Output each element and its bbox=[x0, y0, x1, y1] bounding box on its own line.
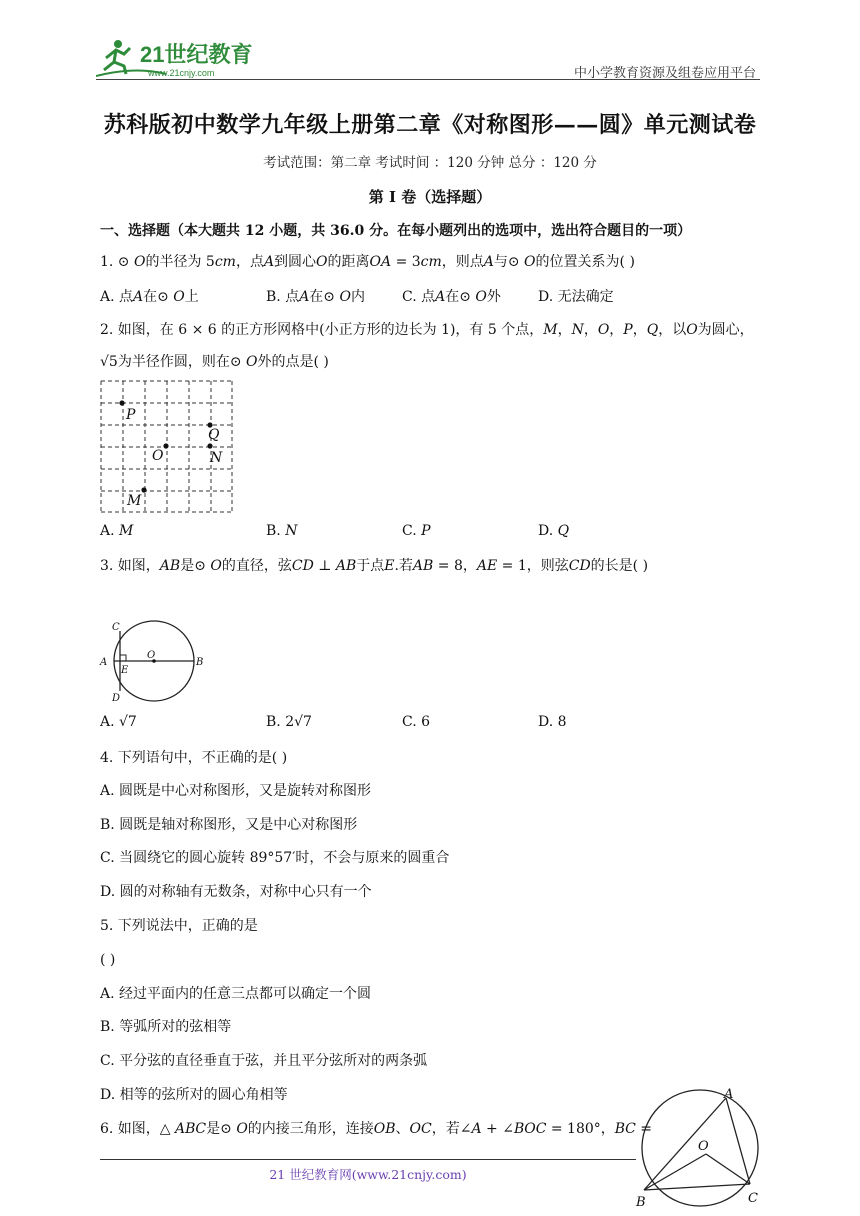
option-c: C. 𝑃 bbox=[402, 523, 431, 539]
label-a: A bbox=[724, 1087, 734, 1102]
footer-divider bbox=[100, 1159, 636, 1160]
question-3-stem: 3. 如图，𝐴𝐵是⊙ 𝑂的直径，弦𝐶𝐷 ⊥ 𝐴𝐵于点𝐸.若𝐴𝐵 = 8，𝐴𝐸 = 1，则弦𝐶𝐷的长是( ) bbox=[100, 558, 649, 574]
question-5-option-d: D. 相等的弦所对的圆心角相等 bbox=[100, 1087, 288, 1103]
option-a: A. √7 bbox=[100, 714, 137, 730]
question-3-options bbox=[100, 714, 700, 736]
label-o: O bbox=[147, 650, 156, 661]
footer-text[interactable]: 21 世纪教育网(www.21cnjy.com) bbox=[269, 1167, 467, 1182]
option-d: D. 8 bbox=[538, 714, 567, 730]
logo-runner-icon bbox=[96, 36, 266, 80]
label-m: M bbox=[127, 493, 142, 509]
label-c: C bbox=[112, 622, 120, 633]
point-n bbox=[207, 443, 212, 448]
header-platform-text: 中小学教育资源及组卷应用平台 bbox=[573, 66, 756, 81]
option-b: B. 𝑁 bbox=[266, 523, 298, 539]
question-2-stem-line1: 2. 如图，在 6 × 6 的正方形网格中(小正方形的边长为 1)，有 5 个点，𝑀，𝑁，𝑂，𝑃，𝑄，以𝑂为圆心， bbox=[100, 322, 754, 338]
question-4-option-c: C. 当圆绕它的圆心旋转 89°57′时，不会与原来的圆重合 bbox=[100, 850, 450, 866]
exam-info: 考试范围：第二章 考试时间 ：120 分钟 总分 ：120 分 bbox=[263, 155, 597, 171]
question-2-stem-line2: √5为半径作圆，则在⊙ 𝑂外的点是( ) bbox=[100, 354, 329, 370]
question-5-option-c: C. 平分弦的直径垂直于弦，并且平分弦所对的两条弧 bbox=[100, 1053, 428, 1069]
label-a: A bbox=[100, 657, 108, 668]
option-c: C. 6 bbox=[402, 714, 431, 730]
option-b: B. 2√7 bbox=[266, 714, 312, 730]
question-4-option-a: A. 圆既是中心对称图形，又是旋转对称图形 bbox=[100, 783, 372, 799]
circle-chord-figure bbox=[96, 617, 210, 705]
question-5-stem: 5. 下列说法中，正确的是 bbox=[100, 918, 258, 934]
label-n: N bbox=[210, 450, 223, 466]
label-o: O bbox=[152, 448, 164, 464]
label-b: B bbox=[636, 1195, 646, 1210]
label-p: P bbox=[126, 407, 136, 423]
option-c: C. 点𝐴在⊙ 𝑂外 bbox=[402, 289, 501, 305]
inscribed-triangle-figure bbox=[630, 1084, 766, 1216]
header-divider bbox=[96, 79, 760, 80]
label-o: O bbox=[698, 1139, 709, 1154]
label-c: C bbox=[748, 1191, 758, 1206]
question-4-stem: 4. 下列语句中，不正确的是( ) bbox=[100, 750, 288, 766]
question-2-options bbox=[100, 523, 700, 545]
question-1-options bbox=[100, 286, 700, 308]
label-d: D bbox=[112, 693, 121, 704]
svg-text:21世纪教育: 21世纪教育 bbox=[140, 42, 253, 67]
point-m bbox=[141, 487, 146, 492]
question-5-paren: ( ) bbox=[100, 952, 116, 968]
point-o bbox=[163, 443, 168, 448]
svg-text:www.21cnjy.com: www.21cnjy.com bbox=[148, 68, 215, 78]
question-1-stem: 1. ⊙ 𝑂的半径为 5𝑐𝑚，点𝐴到圆心𝑂的距离𝑂𝐴 = 3𝑐𝑚，则点𝐴与⊙ 𝑂的位置关系为( ) bbox=[100, 254, 635, 270]
part-title: 第 I 卷（选择题） bbox=[368, 188, 492, 206]
label-b: B bbox=[196, 657, 204, 668]
page-title: 苏科版初中数学九年级上册第二章《对称图形——圆》单元测试卷 bbox=[103, 112, 757, 138]
question-4-option-d: D. 圆的对称轴有无数条，对称中心只有一个 bbox=[100, 884, 372, 900]
point-p bbox=[119, 400, 124, 405]
option-d: D. 𝑄 bbox=[538, 523, 570, 539]
question-5-option-b: B. 等弧所对的弦相等 bbox=[100, 1019, 232, 1035]
question-5-option-a: A. 经过平面内的任意三点都可以确定一个圆 bbox=[100, 986, 372, 1002]
site-logo bbox=[96, 36, 266, 80]
question-4-option-b: B. 圆既是轴对称图形，又是中心对称图形 bbox=[100, 817, 358, 833]
label-e: E bbox=[121, 665, 129, 676]
option-d: D. 无法确定 bbox=[538, 289, 614, 305]
label-q: Q bbox=[208, 427, 220, 443]
grid-figure bbox=[100, 380, 234, 514]
option-a: A. 𝑀 bbox=[100, 523, 134, 539]
option-a: A. 点𝐴在⊙ 𝑂上 bbox=[100, 289, 199, 305]
option-b: B. 点𝐴在⊙ 𝑂内 bbox=[266, 289, 365, 305]
question-6-stem: 6. 如图，△ 𝐴𝐵𝐶是⊙ 𝑂的内接三角形，连接𝑂𝐵、𝑂𝐶，若∠𝐴 + ∠𝐵𝑂𝐶 = 180°，𝐵𝐶 = bbox=[100, 1121, 652, 1137]
section-title: 一、选择题（本大题共 12 小题，共 36.0 分。在每小题列出的选项中，选出符合题目的一项） bbox=[100, 223, 692, 239]
